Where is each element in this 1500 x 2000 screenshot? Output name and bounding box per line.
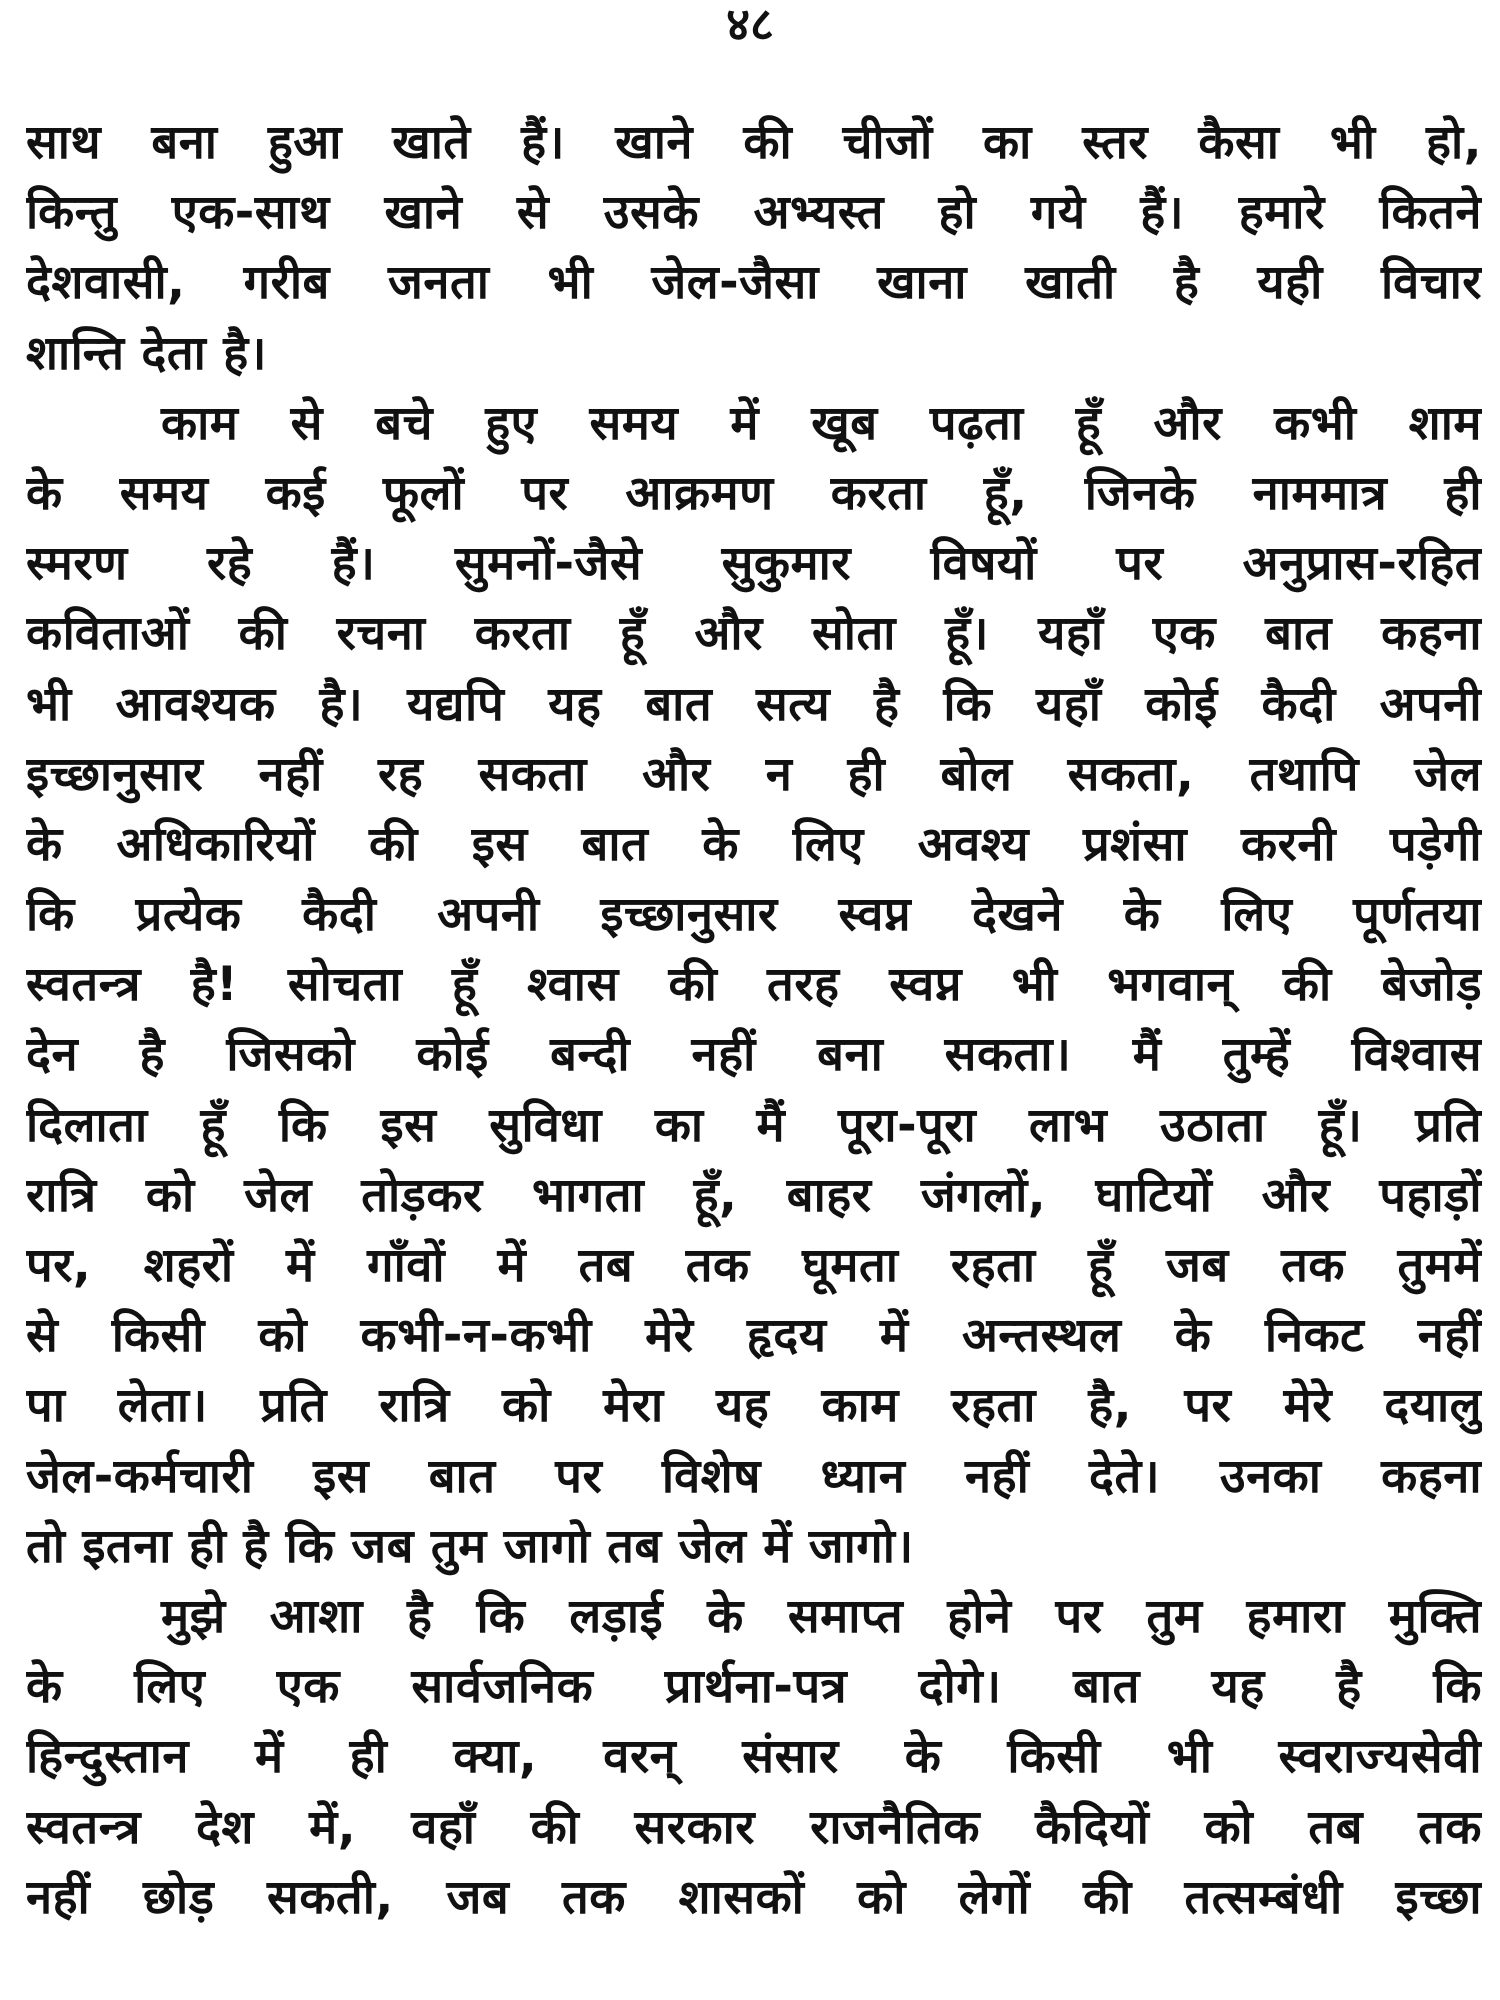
text-line: रात्रि को जेल तोड़कर भागता हूँ, बाहर जंगलों, घाटियों और पहाड़ों <box>26 1167 1482 1223</box>
text-line: इच्छानुसार नहीं रह सकता और न ही बोल सकता, तथापि जेल <box>26 746 1482 802</box>
text-line: पा लेता। प्रति रात्रि को मेरा यह काम रहता है, पर मेरे दयालु <box>26 1378 1482 1434</box>
paragraph-start-line: मुझे आशा है कि लड़ाई के समाप्त होने पर तुम हमारा मुक्ति <box>161 1588 1482 1644</box>
text-line: स्वतन्त्र देश में, वहाँ की सरकार राजनैतिक कैदियों को तब तक <box>26 1799 1482 1855</box>
body-text <box>26 108 1482 1933</box>
text-line: देन है जिसको कोई बन्दी नहीं बना सकता। मैं तुम्हें विश्वास <box>26 1027 1482 1083</box>
text-line: शान्ति देता है। <box>26 325 267 381</box>
text-line: भी आवश्यक है। यद्यपि यह बात सत्य है कि यहाँ कोई कैदी अपनी <box>26 676 1482 732</box>
text-line: तो इतना ही है कि जब तुम जागो तब जेल में जागो। <box>26 1518 914 1574</box>
text-line: पर, शहरों में गाँवों में तब तक घूमता रहता हूँ जब तक तुममें <box>26 1238 1482 1293</box>
text-line: के समय कई फूलों पर आक्रमण करता हूँ, जिनके नाममात्र ही <box>26 465 1482 521</box>
text-line: साथ बना हुआ खाते हैं। खाने की चीजों का स्तर कैसा भी हो, <box>26 115 1482 170</box>
page-number: ४८ <box>726 0 774 51</box>
text-line: कि प्रत्येक कैदी अपनी इच्छानुसार स्वप्न देखने के लिए पूर्णतया <box>26 887 1482 943</box>
paragraph-start-line: काम से बचे हुए समय में खूब पढ़ता हूँ और कभी शाम <box>161 395 1482 451</box>
text-line: स्मरण रहे हैं। सुमनों-जैसे सुकुमार विषयों पर अनुप्रास-रहित <box>26 536 1482 592</box>
text-line: दिलाता हूँ कि इस सुविधा का मैं पूरा-पूरा लाभ उठाता हूँ। प्रति <box>26 1097 1482 1153</box>
text-line: स्वतन्त्र है! सोचता हूँ श्वास की तरह स्वप्न भी भगवान् की बेजोड़ <box>26 957 1482 1013</box>
text-line: किन्तु एक-साथ खाने से उसके अभ्यस्त हो गये हैं। हमारे कितने <box>26 185 1482 241</box>
text-line: हिन्दुस्तान में ही क्या, वरन् संसार के किसी भी स्वराज्यसेवी <box>26 1729 1482 1785</box>
text-line: के अधिकारियों की इस बात के लिए अवश्य प्रशंसा करनी पड़ेगी <box>26 816 1482 872</box>
text-line: कविताओं की रचना करता हूँ और सोता हूँ। यहाँ एक बात कहना <box>26 606 1482 662</box>
text-line: नहीं छोड़ सकती, जब तक शासकों को लेगों की तत्सम्बंधी इच्छा <box>26 1869 1482 1925</box>
text-line: के लिए एक सार्वजनिक प्रार्थना-पत्र दोगे। बात यह है कि <box>26 1659 1482 1715</box>
text-line: से किसी को कभी-न-कभी मेरे हृदय में अन्तस्थल के निकट नहीं <box>26 1308 1482 1364</box>
text-line: जेल-कर्मचारी इस बात पर विशेष ध्यान नहीं देते। उनका कहना <box>26 1448 1482 1504</box>
text-line: देशवासी, गरीब जनता भी जेल-जैसा खाना खाती है यही विचार <box>26 255 1482 311</box>
